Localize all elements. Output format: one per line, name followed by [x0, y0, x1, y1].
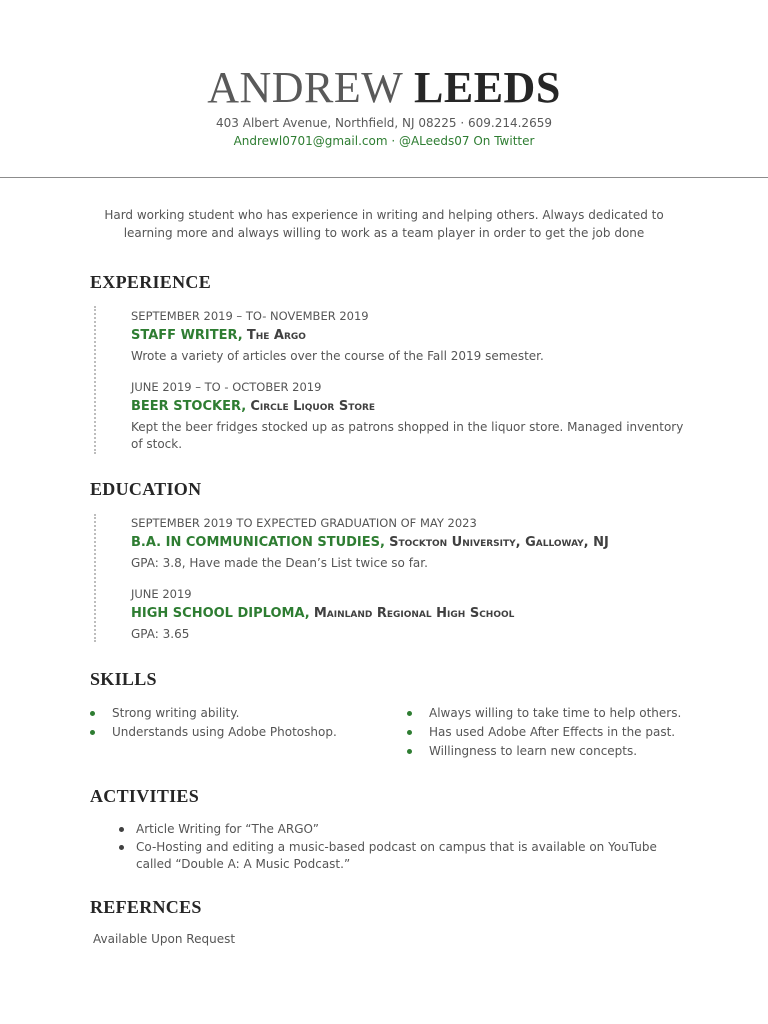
last-name: LEEDS — [414, 63, 561, 112]
role-organization: Circle Liquor Store — [250, 399, 376, 414]
degree-title: HIGH SCHOOL DIPLOMA, — [131, 606, 310, 621]
entry-description: Wrote a variety of articles over the course of the Fall 2019 semester. — [131, 349, 544, 363]
entry-role — [131, 397, 691, 417]
role-title: STAFF WRITER, — [131, 328, 243, 343]
degree-title: B.A. IN COMMUNICATION STUDIES, — [131, 535, 385, 550]
entry-description: GPA: 3.8, Have made the Dean’s List twice so far. — [131, 556, 428, 570]
entry-date: JUNE 2019 – TO - OCTOBER 2019 — [131, 380, 322, 394]
activities-heading: ACTIVITIES — [90, 786, 200, 806]
experience-entry — [131, 308, 691, 365]
activity-item: Article Writing for “The ARGO” — [117, 821, 677, 838]
references-text: Available Upon Request — [93, 932, 236, 946]
contact-line[interactable]: Andrewl0701@gmail.com · @ALeeds07 On Twitter — [233, 134, 535, 148]
entry-description: Kept the beer fridges stocked up as patrons shopped in the liquor store. Managed inventory of stock. — [131, 420, 684, 451]
activity-item: Co-Hosting and editing a music-based podcast on campus that is available on YouTube called “Double A: A Music Podcast.” — [117, 839, 677, 873]
entry-date: JUNE 2019 — [131, 587, 192, 601]
school-name: Mainland Regional High School — [313, 606, 515, 621]
skills-list-right — [406, 704, 706, 761]
entry-date: SEPTEMBER 2019 TO EXPECTED GRADUATION OF MAY 2023 — [131, 516, 477, 530]
education-heading: EDUCATION — [90, 479, 202, 499]
skill-item: Willingness to learn new concepts. — [406, 742, 706, 761]
entry-description: GPA: 3.65 — [131, 627, 190, 641]
skill-item: Always willing to take time to help others. — [406, 704, 706, 723]
skill-item: Has used Adobe After Effects in the past. — [406, 723, 706, 742]
education-timeline — [94, 514, 96, 642]
entry-role — [131, 326, 691, 346]
skills-heading: SKILLS — [90, 669, 157, 689]
school-name: Stockton University, Galloway, NJ — [389, 535, 609, 550]
experience-timeline — [94, 306, 96, 454]
experience-heading: EXPERIENCE — [90, 272, 212, 292]
experience-entry — [131, 379, 691, 453]
candidate-name — [0, 62, 768, 114]
activities-list — [117, 821, 677, 874]
skills-list-left — [89, 704, 379, 742]
skill-item: Strong writing ability. — [89, 704, 379, 723]
first-name: ANDREW — [207, 63, 403, 112]
resume-header — [0, 62, 768, 150]
role-title: BEER STOCKER, — [131, 399, 247, 414]
entry-role — [131, 604, 691, 624]
header-divider — [0, 177, 768, 178]
education-entry — [131, 586, 691, 643]
entry-date: SEPTEMBER 2019 – TO- NOVEMBER 2019 — [131, 309, 369, 323]
skill-item: Understands using Adobe Photoshop. — [89, 723, 379, 742]
education-entry — [131, 515, 691, 572]
role-organization: The Argo — [246, 328, 306, 343]
entry-role — [131, 533, 691, 553]
address-line: 403 Albert Avenue, Northfield, NJ 08225 · 609.214.2659 — [216, 116, 552, 130]
summary-text: Hard working student who has experience in writing and helping others. Always dedicated to learning more and always willing to work as a team player in order to get the job done — [104, 208, 664, 240]
references-heading: REFERNCES — [90, 897, 202, 917]
